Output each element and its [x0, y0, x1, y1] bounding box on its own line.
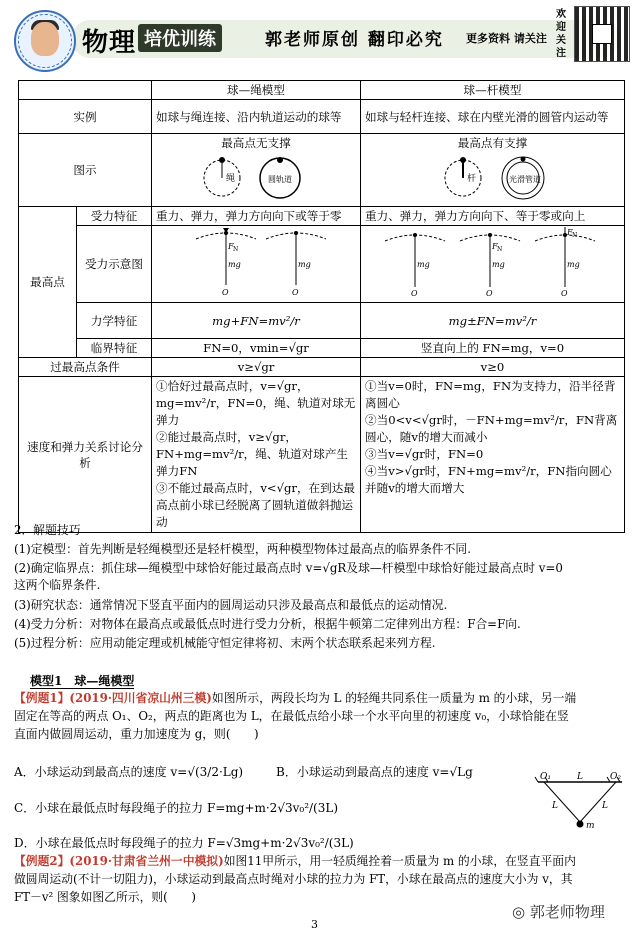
skill-3: (3)研究状态：通常情况下竖直平面内的圆周运动只涉及最高点和最低点的运动情况. — [14, 598, 448, 612]
force-diagram-rope — [152, 226, 361, 303]
force-diagram-rod — [361, 226, 625, 303]
example2-line3: FT－v² 图象如图乙所示，则( ) — [14, 890, 196, 904]
fig-l-right: L — [602, 801, 608, 811]
condition-rope: v≥√gr — [152, 358, 361, 377]
mechanics-rod: mg±FN=mv²/r — [361, 303, 625, 339]
condition-rod: v≥0 — [361, 358, 625, 377]
row-diagram-label: 受力示意图 — [77, 226, 152, 303]
header-tag: 培优训练 — [138, 24, 222, 52]
discussion-rod — [361, 377, 625, 533]
example1-line2: 固定在等高的两点 O₁、O₂，两点的距离也为 L，在最低点给小球一个水平向里的初速度 v₀，小球恰能在竖 — [14, 709, 569, 723]
module-title-text: 模型1 球—绳模型 — [30, 674, 135, 688]
svg-text:F: F — [228, 242, 234, 251]
example1-text1: 如图所示，两段长均为 L 的轻绳共同系住一质量为 m 的小球，另一端 — [211, 691, 577, 705]
header-rod-model: 球—杆模型 — [361, 81, 625, 100]
row-top-point-label: 最高点 — [19, 207, 77, 358]
skill-4: (4)受力分析：对物体在最高点或最低点时进行受力分析，根据牛顿第二定律列出方程：F合=F向. — [14, 617, 521, 631]
svg-text:F: F — [492, 242, 498, 251]
fig-rod-label: 杆 — [466, 174, 476, 184]
header-rope-model: 球—绳模型 — [152, 81, 361, 100]
qr-avatar — [592, 24, 612, 44]
example2-source: (2019·甘肃省兰州一中模拟) — [69, 854, 224, 868]
svg-text:O: O — [561, 289, 568, 297]
critical-rope: FN=0，vmin=√gr — [152, 339, 361, 358]
example1-line3: 直面内做圆周运动，重力加速度为 g，则( ) — [14, 727, 259, 741]
row-condition-label: 过最高点条件 — [19, 358, 152, 377]
page-number: 3 — [311, 918, 318, 931]
header-author: 郭老师原创 翻印必究 — [265, 30, 444, 50]
fig-o1: O₁ — [540, 772, 551, 782]
figure-rod — [361, 134, 625, 207]
option-c: C．小球在最低点时每段绳子的拉力 F=mg+m·2√3v₀²/(3L) — [14, 801, 339, 815]
option-b: B．小球运动到最高点的速度 v=√Lg — [276, 765, 473, 779]
rope-model-diagram — [196, 151, 316, 201]
svg-text:N: N — [497, 246, 503, 253]
disc-rod-3: ③当v=√gr时，FN=0 — [365, 447, 484, 461]
force-rod: 重力、弹力，弹力方向向下、等于零或向上 — [361, 207, 625, 226]
fig-l-top: L — [577, 772, 583, 782]
header-follow: 欢迎关注 — [556, 9, 566, 59]
page-header — [0, 0, 640, 76]
table-corner — [19, 81, 152, 100]
example1-tag: 【例题1】 — [14, 691, 70, 705]
rod-force-diagram — [365, 227, 615, 297]
header-more-info: 更多资料 请关注 — [466, 32, 547, 45]
rope-force-diagram — [156, 227, 346, 297]
svg-text:O: O — [411, 289, 418, 297]
skill-2-cont: 这两个临界条件. — [14, 578, 101, 592]
module-title — [30, 672, 134, 689]
svg-text:mg: mg — [228, 260, 241, 269]
model-comparison-table — [18, 80, 625, 533]
row-example-label: 实例 — [19, 100, 152, 134]
example2-tag: 【例题2】 — [14, 854, 70, 868]
svg-text:mg: mg — [298, 260, 311, 269]
example2-line2: 做圆周运动(不计一切阻力)，小球运动到最高点时绳对小球的拉力为 FT，小球在最高点的速度大小为 v，其 — [14, 872, 573, 886]
figure-rope-title: 最高点无支撑 — [221, 136, 291, 150]
svg-text:F: F — [567, 228, 573, 237]
row-force-label: 受力特征 — [77, 207, 152, 226]
example2-text1: 如图11甲所示，用一轻质绳拴着一质量为 m 的小球，在竖直平面内 — [223, 854, 576, 868]
skill-2: (2)确定临界点：抓住球—绳模型中球恰好能过最高点时 v=√gR及球—杆模型中球恰好能过最高点时 v=0 — [14, 561, 563, 575]
disc-rope-2: ②能过最高点时，v≥√gr，FN+mg=mv²/r，绳、轨道对球产生弹力FN — [156, 430, 349, 478]
fig-rope-label: 绳 — [226, 174, 236, 184]
option-d: D．小球在最低点时每段绳子的拉力 F=√3mg+m·2√3v₀²/(3L) — [14, 836, 354, 850]
logo-avatar — [31, 22, 59, 56]
svg-text:O: O — [222, 288, 229, 297]
figure-rope — [152, 134, 361, 207]
disc-rod-1: ①当v=0时，FN=mg，FN为支持力，沿半径背离圆心 — [365, 379, 616, 410]
option-a: A．小球运动到最高点的速度 v=√(3/2·Lg) — [14, 765, 244, 779]
rod-model-diagram — [423, 151, 563, 201]
wechat-icon: ◎ — [512, 903, 530, 921]
disc-rope-3: ③不能过最高点时，v<√gr，在到达最高点前小球已经脱离了圆轨道做斜抛运动 — [156, 481, 355, 529]
row-discussion-label: 速度和弹力关系讨论分析 — [19, 377, 152, 533]
figure-rod-title: 最高点有支撑 — [457, 136, 528, 150]
example1-source: (2019·四川省凉山州三模) — [69, 691, 212, 705]
watermark — [512, 901, 605, 922]
skill-1: (1)定模型：首先判断是轻绳模型还是轻杆模型，两种模型物体过最高点的临界条件不同. — [14, 542, 471, 556]
svg-text:O: O — [486, 289, 493, 297]
watermark-text: 郭老师物理 — [529, 903, 605, 921]
critical-rod: 竖直向上的 FN=mg，v=0 — [361, 339, 625, 358]
svg-text:O: O — [292, 288, 299, 297]
skills-title: 2．解题技巧 — [14, 523, 81, 537]
disc-rod-2: ②当0<v<√gr时，－FN+mg=mv²/r，FN背离圆心，随v的增大而减小 — [365, 413, 618, 444]
example1-line1 — [14, 690, 576, 707]
svg-text:N: N — [233, 246, 239, 253]
disc-rod-4: ④当v>√gr时，FN+mg=mv²/r，FN指向圆心并随v的增大而增大 — [365, 464, 612, 495]
fig-o2: O₂ — [610, 772, 621, 782]
svg-text:mg: mg — [567, 260, 580, 269]
discussion-rope — [152, 377, 361, 533]
row-figure-label: 图示 — [19, 134, 152, 207]
row-mechanics-label: 力学特征 — [77, 303, 152, 339]
svg-text:mg: mg — [492, 260, 505, 269]
fig-tube-label: 光滑管道 — [508, 175, 541, 184]
row-critical-label: 临界特征 — [77, 339, 152, 358]
svg-text:N: N — [572, 232, 578, 239]
example2-line1 — [14, 853, 576, 870]
fig-track-label: 圆轨道 — [268, 175, 292, 184]
example-rod: 如球与轻杆连接、球在内壁光滑的圆管内运动等 — [361, 100, 625, 134]
fig-l-left: L — [552, 801, 558, 811]
skill-5: (5)过程分析：应用动能定理或机械能守恒定律将初、末两个状态联系起来列方程. — [14, 636, 436, 650]
force-rope: 重力、弹力，弹力方向向下或等于零 — [152, 207, 361, 226]
header-subject: 物理 — [82, 28, 137, 58]
disc-rope-1: ①恰好过最高点时，v=√gr，mg=mv²/r，FN=0，绳、轨道对球无弹力 — [156, 379, 356, 427]
fig-m: m — [586, 821, 595, 831]
mechanics-rope: mg+FN=mv²/r — [152, 303, 361, 339]
example-rope: 如球与绳连接、沿内轨道运动的球等 — [152, 100, 361, 134]
example1-figure — [530, 770, 630, 832]
svg-text:mg: mg — [417, 260, 430, 269]
